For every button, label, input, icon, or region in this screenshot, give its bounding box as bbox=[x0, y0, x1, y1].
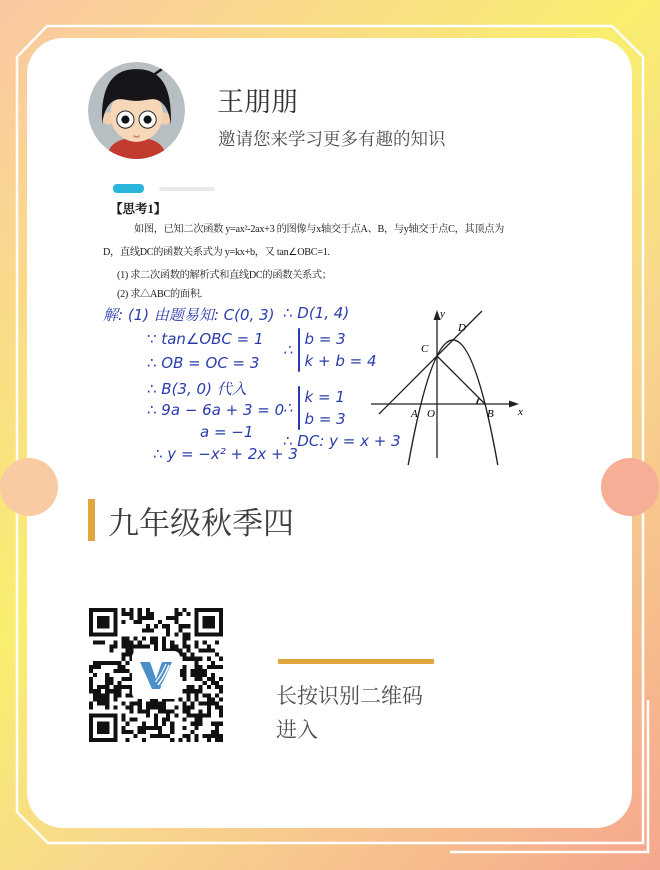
system-equation: k + b = 4 bbox=[304, 352, 377, 370]
graph-label-B: B bbox=[487, 408, 494, 420]
handwritten-line: ∴ B(3, 0) 代入 bbox=[147, 380, 247, 398]
content-card bbox=[27, 38, 632, 828]
equation-system bbox=[283, 386, 346, 430]
brace-bar bbox=[298, 386, 300, 430]
qr-center-logo bbox=[132, 651, 180, 699]
graph-label-C: C bbox=[421, 343, 429, 355]
problem-snapshot bbox=[103, 182, 555, 474]
graph-label-D: D bbox=[458, 322, 466, 334]
problem-tag: 【思考1】 bbox=[110, 202, 167, 216]
statement-line: D，直线DC的函数关系式为 y=kx+b，又 tan∠OBC=1. bbox=[103, 247, 330, 258]
graph-label-O: O bbox=[427, 408, 435, 420]
course-title: 九年级秋季四 bbox=[108, 506, 294, 541]
blue-tab-indicator bbox=[113, 184, 144, 193]
brace-bar bbox=[298, 328, 300, 372]
left-notch bbox=[0, 458, 58, 516]
title-accent-bar bbox=[88, 499, 95, 541]
statement-line: 如图，已知二次函数 y=ax²-2ax+3 的图像与x轴交于点A、B，与y轴交于点C，其顶点为 bbox=[134, 224, 505, 235]
graph-label-y: y bbox=[440, 308, 445, 320]
handwritten-line: ∵ tan∠OBC = 1 bbox=[147, 330, 264, 348]
scan-hint-line1: 长按识别二维码 bbox=[276, 685, 423, 708]
therefore-symbol: ∴ bbox=[283, 342, 293, 359]
gray-tab-indicator bbox=[159, 187, 215, 191]
handwritten-line: ∴ D(1, 4) bbox=[283, 304, 350, 322]
graph-label-x: x bbox=[518, 406, 523, 418]
system-equation: b = 3 bbox=[304, 410, 346, 428]
handwritten-line: ∴ 9a − 6a + 3 = 0 bbox=[147, 401, 285, 419]
user-name: 王朋朋 bbox=[217, 87, 298, 117]
statement-line: (1) 求二次函数的解析式和直线DC的函数关系式； bbox=[117, 270, 332, 281]
avatar[interactable] bbox=[88, 62, 185, 159]
therefore-symbol: ∴ bbox=[283, 400, 293, 417]
equation-system bbox=[283, 328, 377, 372]
handwritten-line: ∴ OB = OC = 3 bbox=[147, 354, 260, 372]
system-equation: b = 3 bbox=[304, 330, 346, 348]
graph-label-A: A bbox=[411, 408, 418, 420]
scan-hint-line2: 进入 bbox=[276, 719, 318, 742]
handwritten-line: a = −1 bbox=[200, 423, 254, 441]
handwritten-line: ∴ y = −x² + 2x + 3 bbox=[153, 445, 298, 463]
handwritten-line: ∴ DC: y = x + 3 bbox=[283, 432, 401, 450]
v-logo-icon bbox=[138, 657, 174, 693]
statement-line: (2) 求△ABC的面积. bbox=[117, 289, 202, 300]
invite-subtitle: 邀请您来学习更多有趣的知识 bbox=[218, 129, 446, 149]
system-equation: k = 1 bbox=[304, 388, 345, 406]
handwritten-line: 解: (1) 由题易知: C(0, 3) bbox=[103, 306, 275, 324]
parabola-graph bbox=[365, 300, 530, 468]
right-notch bbox=[601, 458, 659, 516]
boy-avatar-illustration bbox=[88, 62, 185, 159]
footer-accent-line bbox=[278, 659, 434, 664]
